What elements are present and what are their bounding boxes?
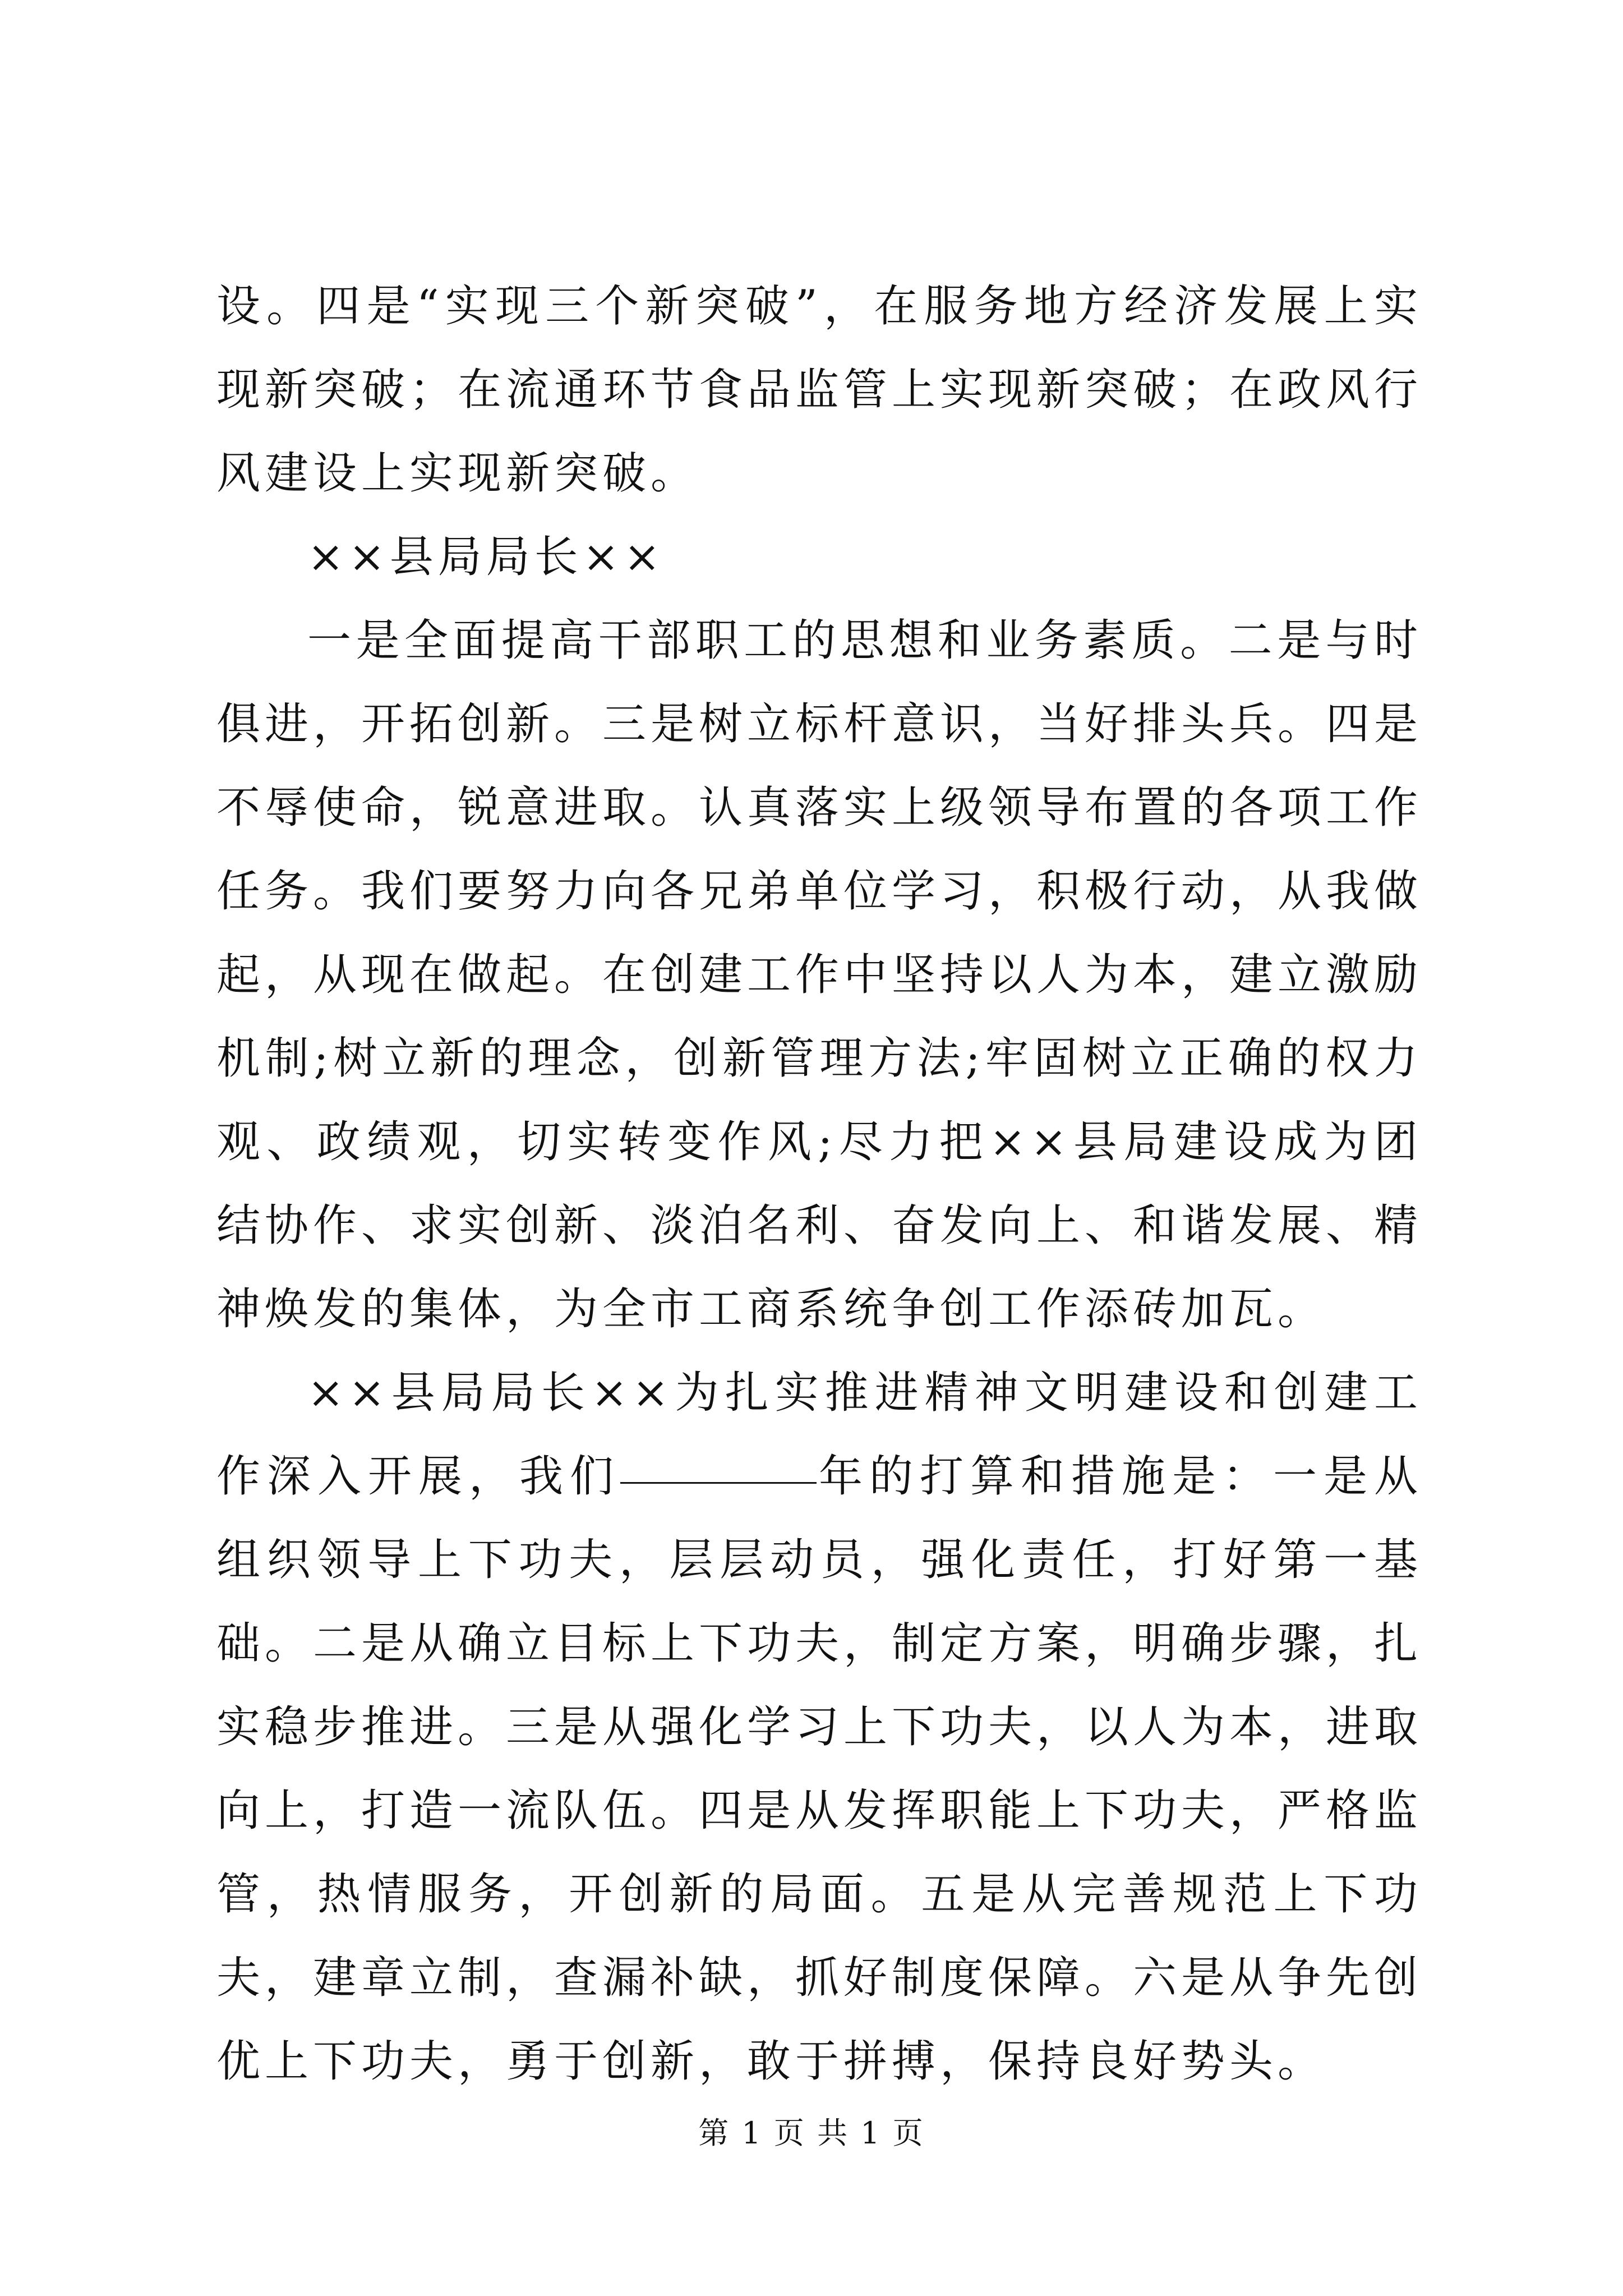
document-body: [216, 265, 1422, 2104]
paragraph-speaker-heading: ××县局局长××: [307, 532, 665, 582]
paragraph-speech-2: [216, 1351, 1422, 2104]
paragraph-continuation: 设。四是“实现三个新突破”，在服务地方经济发展上实现新突破；在流通环节食品监管上实现新突破；在政风行风建设上实现新突破。: [216, 281, 1423, 499]
paragraph-speech-1: 一是全面提高干部职工的思想和业务素质。二是与时俱进，开拓创新。三是树立标杆意识，当好排头兵。四是不辱使命，锐意进取。认真落实上级领导布置的各项工作任务。我们要努力向各兄弟单位学习，积极行动，从我做起，从现在做起。在创建工作中坚持以人为本，建立激励机制;树立新的理念，创新管理方法;牢固树立正确的权力观、政绩观，切实转变作风;尽力把××县局建设成为团结协作、求实创新、淡泊名利、奋发向上、和谐发展、精神焕发的集体，为全市工商系统争创工作添砖加瓦。: [216, 615, 1423, 1335]
year-blank-underline: [620, 1448, 817, 1484]
page-number-footer: 第 1 页 共 1 页: [698, 2115, 925, 2151]
paragraph-text-before-blank: ××县局局长××为扎实推进精神文明建设和创建工作深入开展，我们: [216, 1368, 1422, 1502]
paragraph-text-after-blank: 年的打算和措施是：一是从组织领导上下功夫，层层动员，强化责任，打好第一基础。二是从确立目标上下功夫，制定方案，明确步骤，扎实稳步推进。三是从强化学习上下功夫，以人为本，进取向上，打造一流队伍。四是从发挥职能上下功夫，严格监管，热情服务，开创新的局面。五是从完善规范上下功夫，建章立制，查漏补缺，抓好制度保障。六是从争先创优上下功夫，勇于创新，敢于拼搏，保持良好势头。: [216, 1451, 1423, 2087]
